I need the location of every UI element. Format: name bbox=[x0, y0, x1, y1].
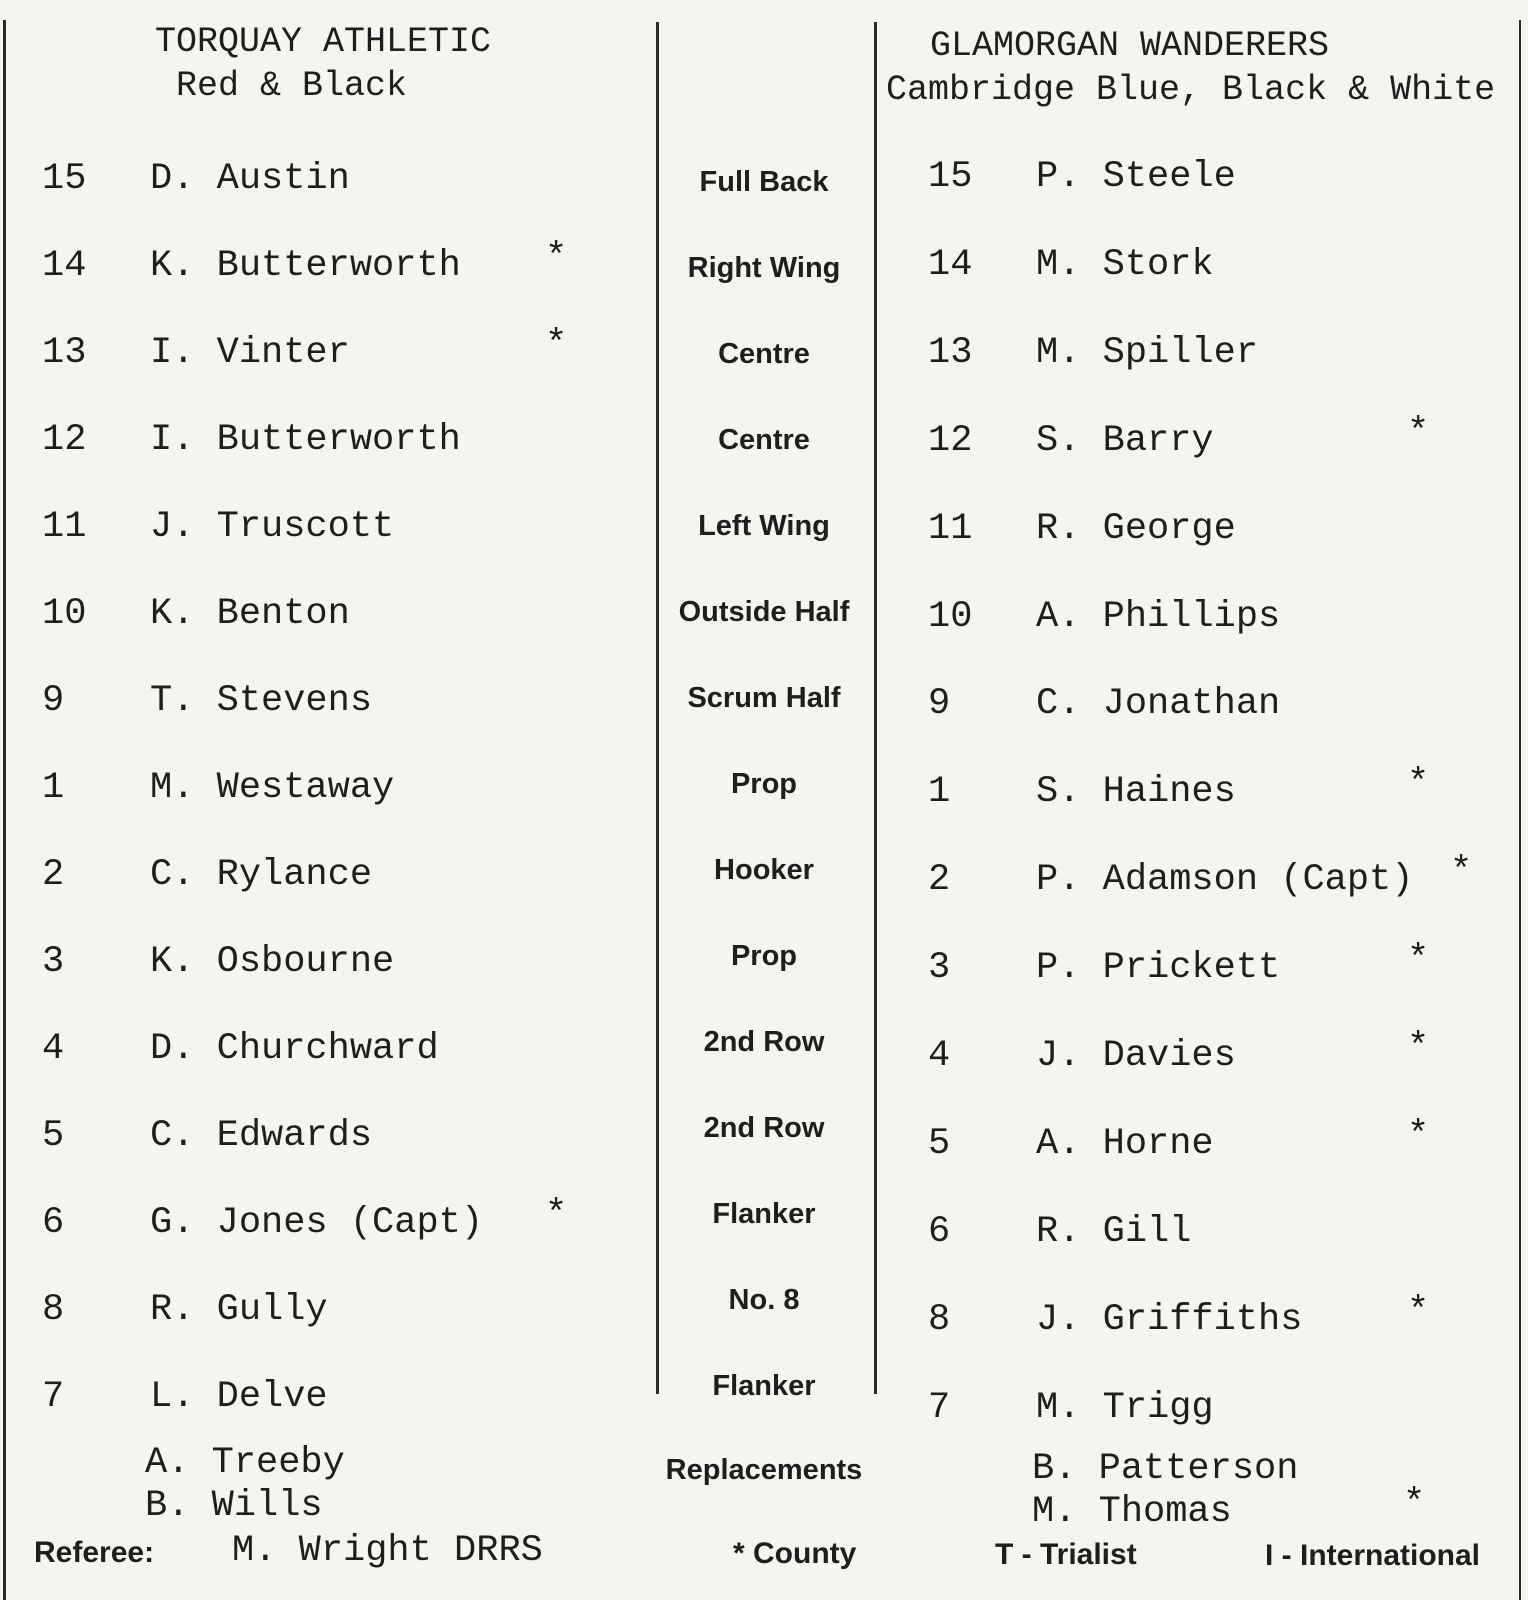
position-label: No. 8 bbox=[728, 1284, 800, 1316]
away-player-number: 5 bbox=[928, 1123, 951, 1165]
home-player-mark: * bbox=[545, 324, 568, 366]
home-player-number: 3 bbox=[42, 941, 65, 983]
referee-name: M. Wright DRRS bbox=[232, 1530, 543, 1572]
position-label: Hooker bbox=[714, 854, 814, 886]
home-player-number: 5 bbox=[42, 1115, 65, 1157]
away-player-name: R. Gill bbox=[1036, 1211, 1192, 1253]
away-replacement-2-mark: * bbox=[1403, 1483, 1426, 1525]
home-player-number: 7 bbox=[42, 1376, 65, 1418]
away-player-number: 7 bbox=[928, 1387, 951, 1429]
home-replacement-2: B. Wills bbox=[145, 1485, 323, 1527]
home-player-number: 11 bbox=[42, 506, 87, 548]
position-label: Full Back bbox=[699, 166, 829, 198]
away-player-name: P. Steele bbox=[1036, 156, 1236, 198]
home-player-number: 12 bbox=[42, 419, 87, 461]
key-trialist: T - Trialist bbox=[995, 1538, 1137, 1571]
away-player-mark: * bbox=[1407, 1291, 1430, 1333]
home-player-name: T. Stevens bbox=[150, 680, 373, 722]
away-replacement-1: B. Patterson bbox=[1032, 1448, 1299, 1490]
away-player-number: 6 bbox=[928, 1211, 951, 1253]
away-player-mark: * bbox=[1407, 1115, 1430, 1157]
position-label: Flanker bbox=[712, 1198, 816, 1230]
position-label: Right Wing bbox=[687, 252, 841, 284]
away-player-number: 3 bbox=[928, 947, 951, 989]
home-player-name: K. Butterworth bbox=[150, 245, 461, 287]
home-team-colours: Red & Black bbox=[176, 66, 408, 106]
away-player-name: S. Haines bbox=[1036, 771, 1236, 813]
home-player-mark: * bbox=[545, 237, 568, 279]
away-player-number: 2 bbox=[928, 859, 951, 901]
away-player-name: M. Spiller bbox=[1036, 332, 1259, 374]
away-player-name: P. Prickett bbox=[1036, 947, 1281, 989]
home-player-name: L. Delve bbox=[150, 1376, 328, 1418]
home-player-number: 13 bbox=[42, 332, 87, 374]
away-player-name: J. Davies bbox=[1036, 1035, 1236, 1077]
position-label: Centre bbox=[718, 424, 810, 456]
home-replacement-1: A. Treeby bbox=[145, 1442, 345, 1484]
away-player-number: 10 bbox=[928, 596, 973, 638]
home-player-name: D. Churchward bbox=[150, 1028, 439, 1070]
away-player-name: R. George bbox=[1036, 508, 1236, 550]
away-player-number: 9 bbox=[928, 683, 951, 725]
away-player-name: S. Barry bbox=[1036, 420, 1214, 462]
position-label: Prop bbox=[730, 940, 798, 972]
away-player-number: 4 bbox=[928, 1035, 951, 1077]
away-player-number: 13 bbox=[928, 332, 973, 374]
home-player-number: 14 bbox=[42, 245, 87, 287]
away-player-name: M. Stork bbox=[1036, 244, 1214, 286]
home-player-name: G. Jones (Capt) bbox=[150, 1202, 484, 1244]
left-border-rule bbox=[3, 20, 6, 1600]
position-label: Flanker bbox=[712, 1370, 816, 1402]
away-player-name: C. Jonathan bbox=[1036, 683, 1281, 725]
away-player-number: 12 bbox=[928, 420, 973, 462]
referee-label: Referee: bbox=[34, 1536, 155, 1569]
home-player-number: 8 bbox=[42, 1289, 65, 1331]
position-label: Scrum Half bbox=[687, 682, 841, 714]
home-player-number: 2 bbox=[42, 854, 65, 896]
home-player-number: 6 bbox=[42, 1202, 65, 1244]
away-player-number: 15 bbox=[928, 156, 973, 198]
home-player-mark: * bbox=[545, 1194, 568, 1236]
home-player-name: M. Westaway bbox=[150, 767, 395, 809]
away-player-mark: * bbox=[1407, 763, 1430, 805]
home-player-name: J. Truscott bbox=[150, 506, 395, 548]
home-player-name: K. Benton bbox=[150, 593, 350, 635]
home-player-number: 1 bbox=[42, 767, 65, 809]
home-player-name: K. Osbourne bbox=[150, 941, 395, 983]
position-label: Prop bbox=[730, 768, 798, 800]
away-player-mark: * bbox=[1450, 851, 1473, 893]
away-player-number: 14 bbox=[928, 244, 973, 286]
away-player-mark: * bbox=[1407, 1027, 1430, 1069]
away-player-number: 1 bbox=[928, 771, 951, 813]
away-player-number: 11 bbox=[928, 508, 973, 550]
key-international: I - International bbox=[1265, 1539, 1481, 1572]
away-player-number: 8 bbox=[928, 1299, 951, 1341]
away-player-name: A. Horne bbox=[1036, 1123, 1214, 1165]
home-player-number: 15 bbox=[42, 158, 87, 200]
away-player-name: J. Griffiths bbox=[1036, 1299, 1303, 1341]
home-player-name: C. Rylance bbox=[150, 854, 373, 896]
home-player-number: 10 bbox=[42, 593, 87, 635]
home-team-name: TORQUAY ATHLETIC bbox=[155, 22, 492, 62]
home-player-name: I. Butterworth bbox=[150, 419, 461, 461]
away-player-mark: * bbox=[1407, 939, 1430, 981]
position-label: Outside Half bbox=[678, 596, 850, 628]
center-left-rule bbox=[656, 22, 659, 1394]
away-team-name: GLAMORGAN WANDERERS bbox=[930, 26, 1330, 66]
position-label: Left Wing bbox=[698, 510, 830, 542]
position-label: Centre bbox=[718, 338, 810, 370]
away-player-name: M. Trigg bbox=[1036, 1387, 1214, 1429]
home-player-name: D. Austin bbox=[150, 158, 350, 200]
away-player-mark: * bbox=[1407, 412, 1430, 454]
right-border-rule bbox=[1519, 20, 1521, 1600]
home-player-number: 9 bbox=[42, 680, 65, 722]
center-right-rule bbox=[874, 22, 877, 1394]
position-label: 2nd Row bbox=[703, 1112, 825, 1144]
away-player-name: A. Phillips bbox=[1036, 596, 1281, 638]
home-player-number: 4 bbox=[42, 1028, 65, 1070]
replacements-label: Replacements bbox=[665, 1454, 863, 1486]
key-county: * County bbox=[733, 1537, 857, 1570]
position-label: 2nd Row bbox=[703, 1026, 825, 1058]
home-player-name: I. Vinter bbox=[150, 332, 350, 374]
away-player-name: P. Adamson (Capt) bbox=[1036, 859, 1414, 901]
home-player-name: C. Edwards bbox=[150, 1115, 373, 1157]
away-team-colours: Cambridge Blue, Black & White bbox=[886, 70, 1496, 110]
away-replacement-2: M. Thomas bbox=[1032, 1491, 1232, 1533]
home-player-name: R. Gully bbox=[150, 1289, 328, 1331]
